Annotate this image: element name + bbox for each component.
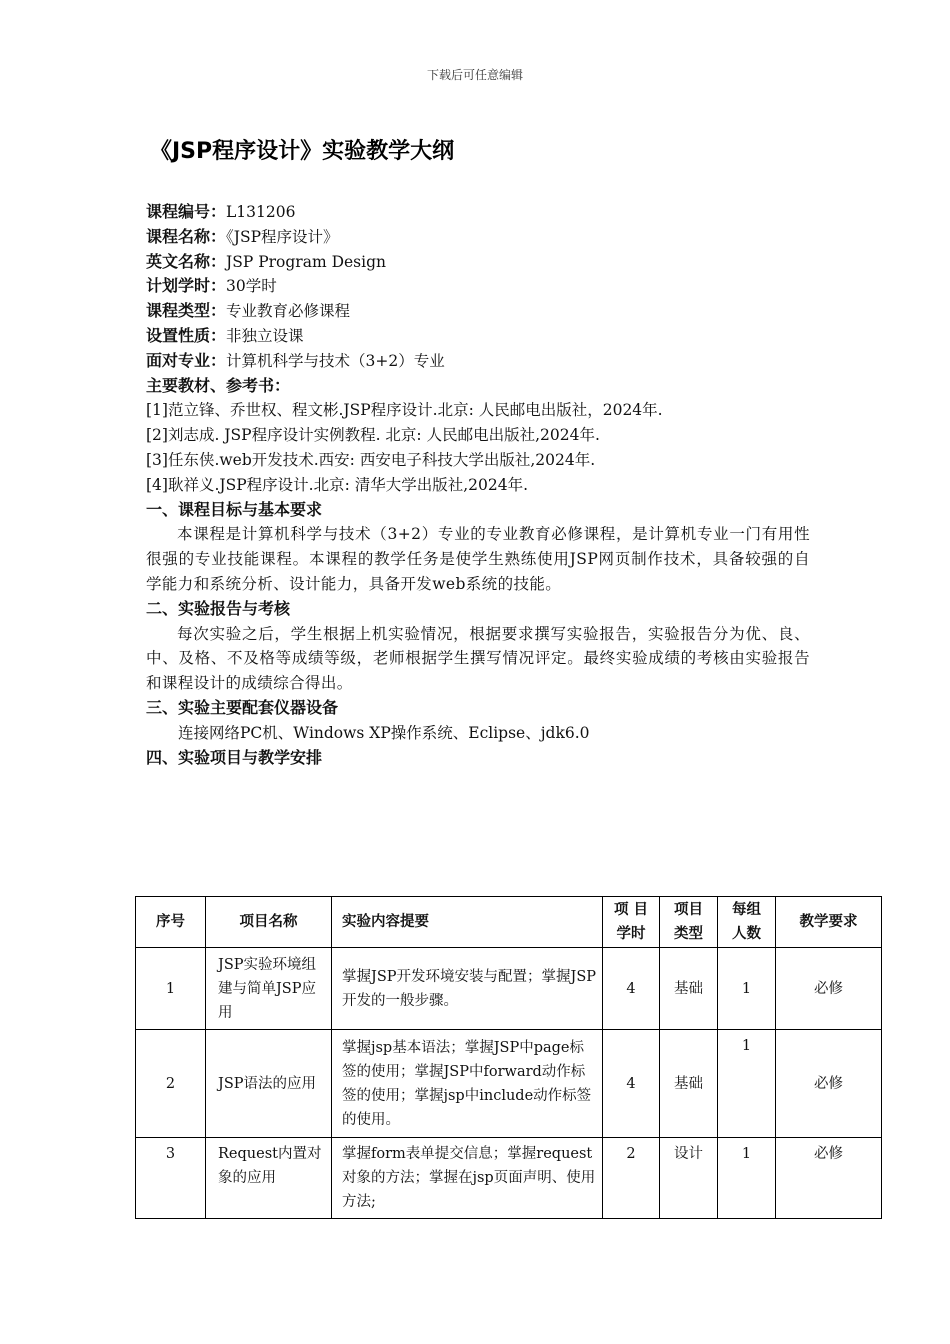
document-body — [146, 200, 810, 770]
course-type-value: 专业教育必修课程 — [226, 302, 351, 321]
experiment-plan-table — [135, 896, 882, 1219]
english-name-label: 英文名称： — [146, 251, 227, 271]
planned-hours-line — [146, 274, 810, 299]
course-code-label: 课程编号： — [146, 202, 227, 221]
cell-seq: 1 — [136, 948, 206, 1030]
header-hours-line1: 项 目 — [613, 902, 649, 918]
table-row — [136, 948, 882, 1030]
cell-hours: 2 — [603, 1138, 660, 1219]
cell-seq: 2 — [136, 1030, 206, 1138]
target-major-line — [146, 349, 810, 374]
header-hours — [603, 897, 660, 948]
section-heading-report: 二、实验报告与考核 — [146, 598, 291, 618]
header-type — [660, 897, 718, 948]
header-type-line2: 类型 — [674, 926, 703, 942]
course-nature-label: 设置性质： — [146, 325, 227, 345]
cell-content: 掌握JSP开发环境安装与配置；掌握JSP开发的一般步骤。 — [332, 948, 603, 1030]
header-note: 下载后可任意编辑 — [426, 68, 523, 82]
reference-item: [3]任东侠.web开发技术.西安: 西安电子科技大学出版社,2024年. — [146, 450, 596, 469]
section-text-report: 每次实验之后，学生根据上机实验情况，根据要求撰写实验报告，实验报告分为优、良、中、及格、不及格等成绩等级，老师根据学生撰写情况评定。最终实验成绩的考核由实验报告和课程设计的成绩综合得出。 — [146, 624, 810, 693]
course-nature-value: 非独立设课 — [226, 326, 304, 345]
section-text-objectives: 本课程是计算机科学与技术（3+2）专业的专业教育必修课程，是计算机专业一门有用性很强的专业技能课程。本课程的教学任务是使学生熟练使用JSP网页制作技术，具备较强的自学能力和系统分析、设计能力，具备开发web系统的技能。 — [146, 525, 810, 593]
header-seq: 序号 — [136, 897, 206, 948]
reference-item: [2]刘志成. JSP程序设计实例教程. 北京: 人民邮电出版社,2024年. — [146, 426, 600, 445]
english-name-value: JSP Program Design — [226, 252, 386, 271]
section-heading-objectives: 一、课程目标与基本要求 — [146, 499, 323, 519]
header-group-line1: 每组 — [732, 902, 761, 918]
course-name-line — [146, 225, 810, 250]
table-row — [136, 1030, 882, 1138]
section-heading-arrangement: 四、实验项目与教学安排 — [146, 747, 323, 767]
target-major-value: 计算机科学与技术（3+2）专业 — [226, 351, 445, 370]
document-title: 《JSP程序设计》实验教学大纲 — [150, 139, 455, 164]
course-type-line — [146, 299, 810, 324]
header-group — [718, 897, 776, 948]
section-text-equipment: 连接网络PC机、Windows XP操作系统、Eclipse、jdk6.0 — [178, 723, 590, 742]
cell-type: 设计 — [660, 1138, 718, 1219]
course-name-value: 《JSP程序设计》 — [226, 227, 339, 246]
header-hours-line2: 学时 — [616, 926, 646, 942]
course-code-value: L131206 — [226, 203, 296, 221]
cell-name: JSP实验环境组建与简单JSP应用 — [206, 948, 332, 1030]
course-code-line — [146, 200, 810, 225]
cell-group: 1 — [718, 1030, 776, 1138]
table-row — [136, 1138, 882, 1219]
course-type-label: 课程类型： — [146, 301, 227, 321]
cell-hours: 4 — [603, 1030, 660, 1138]
cell-requirement: 必修 — [776, 1138, 882, 1219]
cell-name: JSP语法的应用 — [206, 1030, 332, 1138]
cell-type: 基础 — [660, 948, 718, 1030]
cell-seq: 3 — [136, 1138, 206, 1219]
reference-item: [1]范立锋、乔世权、程文彬.JSP程序设计.北京: 人民邮电出版社，2024年. — [146, 401, 663, 420]
english-name-line — [146, 250, 810, 275]
course-name-label: 课程名称： — [146, 226, 227, 246]
planned-hours-label: 计划学时： — [146, 276, 227, 296]
planned-hours-value: 30学时 — [226, 277, 277, 296]
cell-content: 掌握form表单提交信息；掌握request对象的方法；掌握在jsp页面声明、使用方法; — [332, 1138, 603, 1219]
cell-group: 1 — [718, 1138, 776, 1219]
cell-content: 掌握jsp基本语法；掌握JSP中page标签的使用；掌握JSP中forward动作标签的使用；掌握jsp中include动作标签的使用。 — [332, 1030, 603, 1138]
cell-requirement: 必修 — [776, 948, 882, 1030]
target-major-label: 面对专业： — [146, 350, 227, 370]
header-content: 实验内容提要 — [332, 897, 603, 948]
cell-requirement: 必修 — [776, 1030, 882, 1138]
header-name: 项目名称 — [206, 897, 332, 948]
cell-type: 基础 — [660, 1030, 718, 1138]
table-header-row — [136, 897, 882, 948]
header-group-line2: 人数 — [732, 926, 761, 942]
reference-item: [4]耿祥义.JSP程序设计.北京: 清华大学出版社,2024年. — [146, 475, 529, 494]
cell-name: Request内置对象的应用 — [206, 1138, 332, 1219]
section-heading-equipment: 三、实验主要配套仪器设备 — [146, 697, 339, 717]
cell-hours: 4 — [603, 948, 660, 1030]
header-type-line1: 项目 — [674, 902, 703, 918]
cell-group: 1 — [718, 948, 776, 1030]
header-requirement: 教学要求 — [776, 897, 882, 948]
course-nature-line — [146, 324, 810, 349]
references-label: 主要教材、参考书： — [146, 375, 291, 395]
